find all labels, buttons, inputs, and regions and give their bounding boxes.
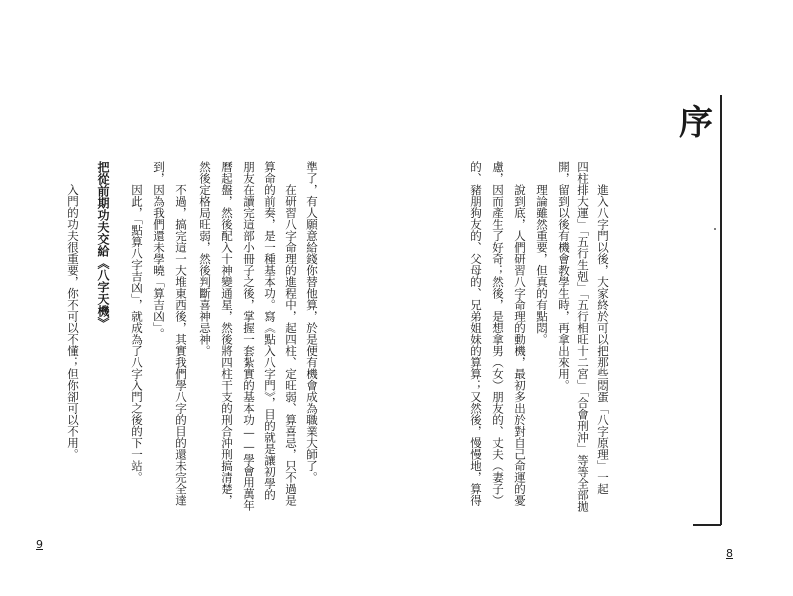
body-column: 四柱排大運」「五行生剋」「五行相旺十二宮」「合會刑沖」等等全部拋 (576, 161, 590, 512)
body-column: 的、豬朋狗友的、父母的、兄弟姐妹的算算；又然後，慢慢地，算得 (469, 161, 483, 506)
horizontal-rule (693, 524, 721, 526)
body-column: 到，因為我們還未學曉「算吉凶」。 (152, 161, 166, 340)
vertical-rule (720, 95, 722, 525)
body-column: 入門的功夫很重要，你不可以不懂；但你卻可以不用。 (66, 184, 80, 460)
body-column: 進入八字門以後，大家終於可以把那些悶蛋「八字原理」一起 (596, 184, 610, 495)
preface-title: 序 (679, 103, 713, 143)
body-column: 然後定格局旺弱，然後判斷喜神忌神。 (198, 161, 212, 357)
section-heading: 把從前期功夫交給《八字天機》 (96, 161, 110, 329)
body-column: 慮，因而產生了好奇；然後，是想拿男（女）朋友的、丈夫（妻子） (491, 161, 505, 506)
body-column: 朋友在讀完這部小冊子之後，掌握一套紮實的基本功——學會用萬年 (242, 161, 256, 511)
body-column: 因此，「點算八字吉凶」，就成為了八字入門之後的下一站。 (130, 184, 144, 483)
body-column: 理論雖然重要，但真的有點悶。 (535, 184, 549, 345)
body-column: 算命的前奏，是一種基本功。寫《點入八字門》，目的就是讓初學的 (263, 161, 277, 501)
body-column: 開，留到以後有機會教學生時，再拿出來用。 (557, 161, 571, 391)
page-number: 8 (726, 547, 733, 560)
body-column: 不過，搞完這一大堆東西後，其實我們學八字的目的還未完全達 (174, 184, 188, 506)
body-column: 說到底，人們研習八字命理的動機，最初多出於對自己命運的憂 (513, 184, 527, 506)
right-page (396, 0, 793, 596)
body-column: 曆起盤，然後配入十神變通星，然後將四柱干支的刑合沖刑搞清楚， (220, 161, 234, 506)
speck-dot (714, 228, 716, 230)
body-column: 在研習八字命理的進程中，起四柱、定旺弱、算喜忌，只不過是 (284, 184, 298, 506)
left-page (0, 0, 396, 596)
page-number: 9 (36, 538, 43, 551)
body-column: 準了，有人願意給錢你替他算，於是便有機會成為職業大師了。 (305, 161, 319, 483)
